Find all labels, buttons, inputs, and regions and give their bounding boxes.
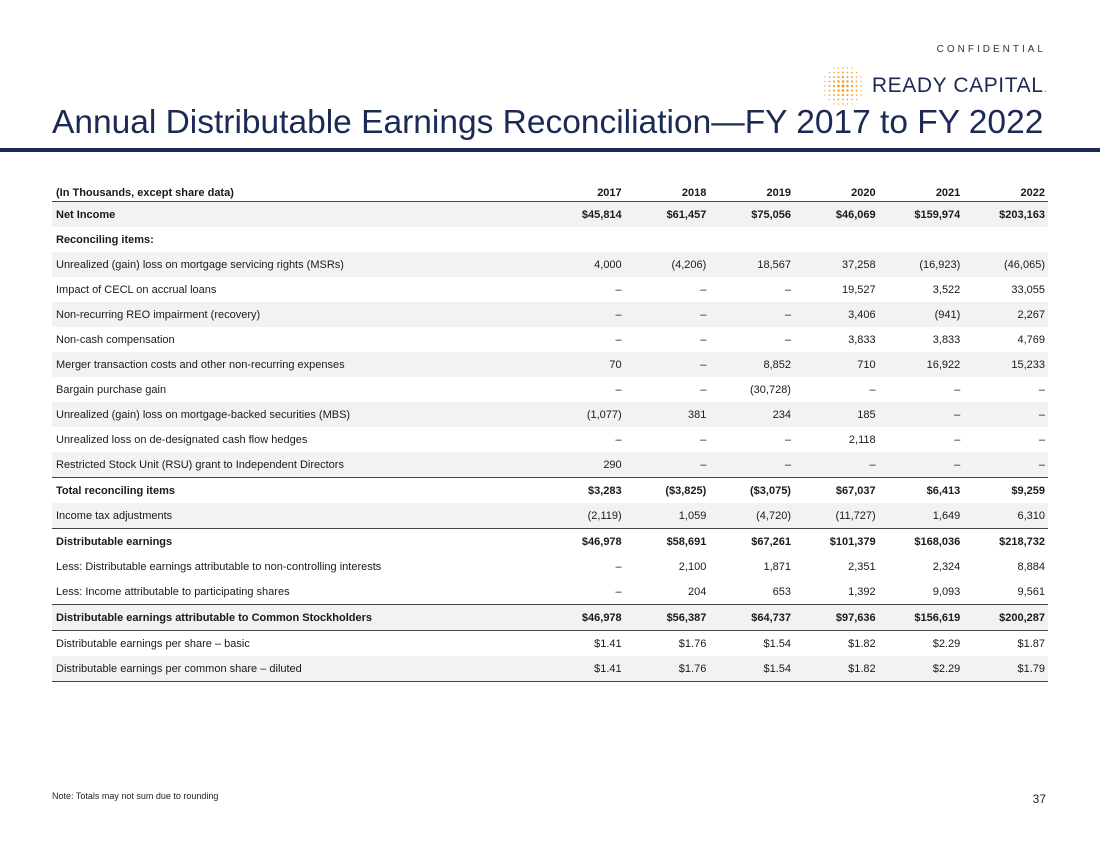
logo-dot bbox=[833, 76, 835, 78]
logo-dot bbox=[837, 80, 839, 82]
logo-dot bbox=[837, 85, 840, 88]
cell-value: – bbox=[1038, 433, 1045, 446]
cell-value: $2.29 bbox=[879, 656, 964, 682]
logo-dot bbox=[856, 76, 858, 78]
logo-dot bbox=[838, 67, 839, 68]
cell-value: $1.87 bbox=[963, 631, 1048, 657]
logo-dot bbox=[829, 81, 831, 83]
cell-value: $9,259 bbox=[963, 478, 1048, 504]
cell-value: – bbox=[963, 402, 1048, 427]
cell-value: 15,233 bbox=[963, 352, 1048, 377]
cell-value: (1,077) bbox=[540, 402, 625, 427]
logo-dot bbox=[851, 94, 853, 96]
column-header-year: 2018 bbox=[625, 184, 710, 202]
cell-value: 204 bbox=[687, 585, 707, 598]
logo-dot bbox=[856, 99, 857, 100]
logo-dot bbox=[824, 76, 825, 77]
cell-value: 3,833 bbox=[932, 333, 961, 346]
logo-dot bbox=[824, 94, 825, 95]
cell-value: – bbox=[1038, 383, 1045, 396]
column-header-year: 2022 bbox=[963, 184, 1048, 202]
table-row bbox=[52, 302, 1048, 327]
logo-dot bbox=[842, 80, 845, 83]
cell-value: 1,392 bbox=[848, 585, 876, 598]
logo-dot bbox=[833, 99, 835, 101]
cell-value: 185 bbox=[794, 402, 879, 427]
cell-value: 234 bbox=[709, 402, 794, 427]
cell-value: (4,720) bbox=[709, 503, 794, 529]
cell-value: $97,636 bbox=[794, 605, 879, 631]
logo-dot bbox=[860, 85, 861, 86]
table-row bbox=[52, 554, 1048, 579]
logo-dot bbox=[833, 67, 834, 68]
logo-dot bbox=[838, 72, 840, 74]
column-header-year: 2021 bbox=[879, 184, 964, 202]
cell-value: $1.79 bbox=[963, 656, 1048, 682]
logo-text: READY CAPITAL. bbox=[871, 74, 1048, 97]
row-label: Income tax adjustments bbox=[52, 503, 540, 529]
cell-value: – bbox=[615, 433, 622, 446]
row-label: Net Income bbox=[52, 202, 540, 228]
logo-dot bbox=[851, 99, 853, 101]
cell-value: $203,163 bbox=[963, 202, 1048, 228]
cell-value: (4,206) bbox=[625, 252, 710, 277]
cell-value: $1.41 bbox=[540, 631, 625, 657]
table-row bbox=[52, 227, 1048, 252]
table-row bbox=[52, 452, 1048, 478]
logo-dot bbox=[838, 99, 840, 101]
cell-value: 1,059 bbox=[625, 503, 710, 529]
cell-value: – bbox=[615, 333, 622, 346]
logo-dot bbox=[842, 94, 844, 96]
row-label: Distributable earnings bbox=[52, 529, 540, 555]
cell-value: $101,379 bbox=[794, 529, 879, 555]
row-label: Distributable earnings per share – basic bbox=[52, 631, 540, 657]
cell-value: $1.54 bbox=[709, 631, 794, 657]
cell-value: 19,527 bbox=[841, 283, 876, 296]
logo-dot bbox=[851, 67, 852, 68]
cell-value: – bbox=[869, 383, 876, 396]
cell-value: $1.76 bbox=[625, 631, 710, 657]
cell-value: $168,036 bbox=[879, 529, 964, 555]
logo-dot bbox=[856, 81, 858, 83]
cell-value bbox=[963, 227, 1048, 252]
cell-value: – bbox=[700, 433, 707, 446]
logo-dot bbox=[846, 89, 848, 91]
row-label: Merger transaction costs and other non-recurring expenses bbox=[52, 352, 540, 377]
row-label: Total reconciling items bbox=[52, 478, 540, 504]
earnings-reconciliation-table bbox=[52, 184, 1048, 682]
cell-value bbox=[540, 227, 625, 252]
logo-dot bbox=[841, 85, 844, 88]
row-label: Unrealized (gain) loss on mortgage servicing rights (MSRs) bbox=[52, 252, 540, 277]
logo-dot bbox=[847, 67, 848, 68]
table-row bbox=[52, 327, 1048, 352]
cell-value: (46,065) bbox=[963, 252, 1048, 277]
logo-dot bbox=[851, 76, 853, 78]
cell-value: 8,884 bbox=[1017, 560, 1045, 573]
table-row bbox=[52, 478, 1048, 504]
cell-value: $45,814 bbox=[540, 202, 625, 228]
cell-value: ($3,825) bbox=[625, 478, 710, 504]
column-header-label: (In Thousands, except share data) bbox=[52, 184, 540, 202]
logo-dot bbox=[833, 94, 835, 96]
logo-dot bbox=[847, 72, 849, 74]
company-logo bbox=[822, 66, 1048, 106]
logo-dot bbox=[824, 90, 825, 91]
cell-value: – bbox=[784, 283, 791, 296]
logo-dot bbox=[860, 76, 861, 77]
cell-value: (941) bbox=[879, 302, 964, 327]
cell-value: $67,261 bbox=[709, 529, 794, 555]
cell-value: $56,387 bbox=[625, 605, 710, 631]
row-label: Less: Income attributable to participating shares bbox=[56, 585, 290, 598]
cell-value: 16,922 bbox=[879, 352, 964, 377]
cell-value: $1.82 bbox=[794, 656, 879, 682]
table-row bbox=[52, 529, 1048, 555]
cell-value: $3,283 bbox=[540, 478, 625, 504]
logo-dot bbox=[829, 99, 830, 100]
logo-dot bbox=[842, 99, 844, 101]
cell-value: 1,871 bbox=[763, 560, 791, 573]
cell-value: – bbox=[700, 283, 707, 296]
cell-value: $46,069 bbox=[794, 202, 879, 228]
cell-value: 2,351 bbox=[848, 560, 876, 573]
logo-dot bbox=[829, 76, 831, 78]
table-row bbox=[52, 277, 1048, 302]
cell-value: 290 bbox=[540, 452, 625, 478]
table-header-row bbox=[52, 184, 1048, 202]
cell-value: $1.41 bbox=[540, 656, 625, 682]
logo-dot bbox=[860, 90, 861, 91]
column-header-year: 2020 bbox=[794, 184, 879, 202]
cell-value: $1.82 bbox=[794, 631, 879, 657]
cell-value: 2,118 bbox=[848, 433, 876, 446]
row-label: Unrealized (gain) loss on mortgage-backed securities (MBS) bbox=[52, 402, 540, 427]
logo-dot bbox=[833, 72, 835, 74]
logo-dot bbox=[829, 85, 831, 87]
cell-value: $156,619 bbox=[879, 605, 964, 631]
cell-value: 3,406 bbox=[794, 302, 879, 327]
cell-value: 8,852 bbox=[709, 352, 794, 377]
cell-value: (2,119) bbox=[540, 503, 625, 529]
ready-capital-logo-icon bbox=[822, 66, 866, 106]
footnote: Note: Totals may not sum due to rounding bbox=[52, 791, 219, 801]
row-label: Distributable earnings per common share – diluted bbox=[52, 656, 540, 682]
logo-dot bbox=[824, 85, 825, 86]
cell-value: 3,833 bbox=[848, 333, 876, 346]
cell-value: $200,287 bbox=[963, 605, 1048, 631]
cell-value: 70 bbox=[540, 352, 625, 377]
page-title: Annual Distributable Earnings Reconciliation—FY 2017 to FY 2022 bbox=[52, 104, 1044, 141]
cell-value: – bbox=[709, 452, 794, 478]
cell-value: – bbox=[963, 452, 1048, 478]
logo-dot bbox=[842, 76, 844, 78]
logo-dot bbox=[856, 94, 858, 96]
logo-dot bbox=[860, 94, 861, 95]
cell-value: – bbox=[625, 452, 710, 478]
row-label: Bargain purchase gain bbox=[56, 383, 167, 396]
cell-value: 37,258 bbox=[794, 252, 879, 277]
cell-value: – bbox=[700, 383, 707, 396]
cell-value: 2,267 bbox=[963, 302, 1048, 327]
logo-dot bbox=[856, 72, 857, 73]
row-label: Impact of CECL on accrual loans bbox=[56, 283, 217, 296]
logo-dot bbox=[851, 85, 853, 87]
cell-value: – bbox=[954, 383, 961, 396]
logo-dot bbox=[856, 90, 858, 92]
logo-dot bbox=[829, 94, 831, 96]
cell-value: $6,413 bbox=[879, 478, 964, 504]
cell-value: – bbox=[700, 333, 707, 346]
cell-value: 9,561 bbox=[1017, 585, 1045, 598]
logo-dot bbox=[846, 94, 848, 96]
column-header-year: 2017 bbox=[540, 184, 625, 202]
row-label: Unrealized loss on de-designated cash flow hedges bbox=[56, 433, 308, 446]
cell-value: – bbox=[540, 302, 625, 327]
cell-value: $46,978 bbox=[540, 529, 625, 555]
cell-value: (30,728) bbox=[750, 383, 791, 396]
cell-value: $1.76 bbox=[625, 656, 710, 682]
row-label: Distributable earnings attributable to Common Stockholders bbox=[52, 605, 540, 631]
cell-value: – bbox=[784, 333, 791, 346]
logo-dot bbox=[847, 99, 849, 101]
cell-value bbox=[794, 227, 879, 252]
cell-value: 381 bbox=[625, 402, 710, 427]
cell-value: 1,649 bbox=[879, 503, 964, 529]
logo-dot bbox=[837, 89, 839, 91]
row-label: Reconciling items: bbox=[56, 233, 154, 246]
cell-value: 18,567 bbox=[709, 252, 794, 277]
cell-value: 653 bbox=[772, 585, 791, 598]
logo-dot bbox=[856, 85, 858, 87]
logo-dot bbox=[842, 89, 845, 92]
table-row bbox=[52, 427, 1048, 452]
cell-value: – bbox=[615, 585, 622, 598]
table-row bbox=[52, 656, 1048, 682]
cell-value: 33,055 bbox=[1011, 283, 1045, 296]
cell-value: – bbox=[625, 302, 710, 327]
cell-value: 9,093 bbox=[932, 585, 961, 598]
cell-value: $61,457 bbox=[625, 202, 710, 228]
cell-value: ($3,075) bbox=[709, 478, 794, 504]
logo-dot bbox=[833, 89, 835, 91]
cell-value: 3,522 bbox=[932, 283, 961, 296]
table-row bbox=[52, 252, 1048, 277]
cell-value: – bbox=[954, 433, 961, 446]
table-row bbox=[52, 402, 1048, 427]
cell-value: $64,737 bbox=[709, 605, 794, 631]
logo-dot bbox=[833, 80, 835, 82]
table-row bbox=[52, 202, 1048, 228]
cell-value: 710 bbox=[794, 352, 879, 377]
row-label: Non-cash compensation bbox=[56, 333, 175, 346]
logo-dot bbox=[842, 72, 844, 74]
table-row bbox=[52, 377, 1048, 402]
logo-dot bbox=[860, 81, 861, 82]
logo-dot bbox=[824, 81, 825, 82]
cell-value bbox=[879, 227, 964, 252]
logo-dot bbox=[837, 94, 839, 96]
cell-value: $1.54 bbox=[709, 656, 794, 682]
cell-value: $218,732 bbox=[963, 529, 1048, 555]
logo-dot bbox=[851, 72, 853, 74]
row-label: Less: Distributable earnings attributable to non-controlling interests bbox=[56, 560, 382, 573]
logo-dot bbox=[842, 67, 843, 68]
cell-value: (11,727) bbox=[794, 503, 879, 529]
table-row bbox=[52, 579, 1048, 605]
cell-value: 4,000 bbox=[540, 252, 625, 277]
logo-dot bbox=[833, 85, 835, 87]
cell-value: 6,310 bbox=[963, 503, 1048, 529]
cell-value: – bbox=[784, 433, 791, 446]
cell-value: – bbox=[794, 452, 879, 478]
cell-value: $2.29 bbox=[879, 631, 964, 657]
cell-value: $58,691 bbox=[625, 529, 710, 555]
cell-value: – bbox=[615, 560, 622, 573]
table-row bbox=[52, 503, 1048, 529]
logo-dot bbox=[851, 89, 853, 91]
logo-dot bbox=[829, 72, 830, 73]
cell-value: 4,769 bbox=[1017, 333, 1045, 346]
cell-value: 2,324 bbox=[932, 560, 961, 573]
cell-value: 2,100 bbox=[678, 560, 707, 573]
table-row bbox=[52, 605, 1048, 631]
logo-dot bbox=[846, 76, 848, 78]
cell-value: (16,923) bbox=[879, 252, 964, 277]
cell-value bbox=[709, 227, 794, 252]
cell-value: – bbox=[879, 402, 964, 427]
row-label: Restricted Stock Unit (RSU) grant to Independent Directors bbox=[52, 452, 540, 478]
cell-value bbox=[625, 227, 710, 252]
cell-value: $75,056 bbox=[709, 202, 794, 228]
cell-value: – bbox=[615, 283, 622, 296]
table-row bbox=[52, 352, 1048, 377]
cell-value: $46,978 bbox=[540, 605, 625, 631]
title-divider bbox=[0, 148, 1100, 152]
logo-dot bbox=[837, 76, 839, 78]
cell-value: – bbox=[709, 302, 794, 327]
cell-value: $159,974 bbox=[879, 202, 964, 228]
table-row bbox=[52, 631, 1048, 657]
cell-value: – bbox=[625, 352, 710, 377]
logo-dot bbox=[829, 90, 831, 92]
logo-dot bbox=[846, 80, 848, 82]
row-label: Non-recurring REO impairment (recovery) bbox=[52, 302, 540, 327]
logo-dot bbox=[851, 80, 853, 82]
cell-value: – bbox=[615, 383, 622, 396]
column-header-year: 2019 bbox=[709, 184, 794, 202]
cell-value: – bbox=[879, 452, 964, 478]
logo-dot bbox=[846, 85, 849, 88]
confidential-label: CONFIDENTIAL bbox=[936, 44, 1046, 55]
cell-value: $67,037 bbox=[794, 478, 879, 504]
page-number: 37 bbox=[1032, 792, 1046, 806]
